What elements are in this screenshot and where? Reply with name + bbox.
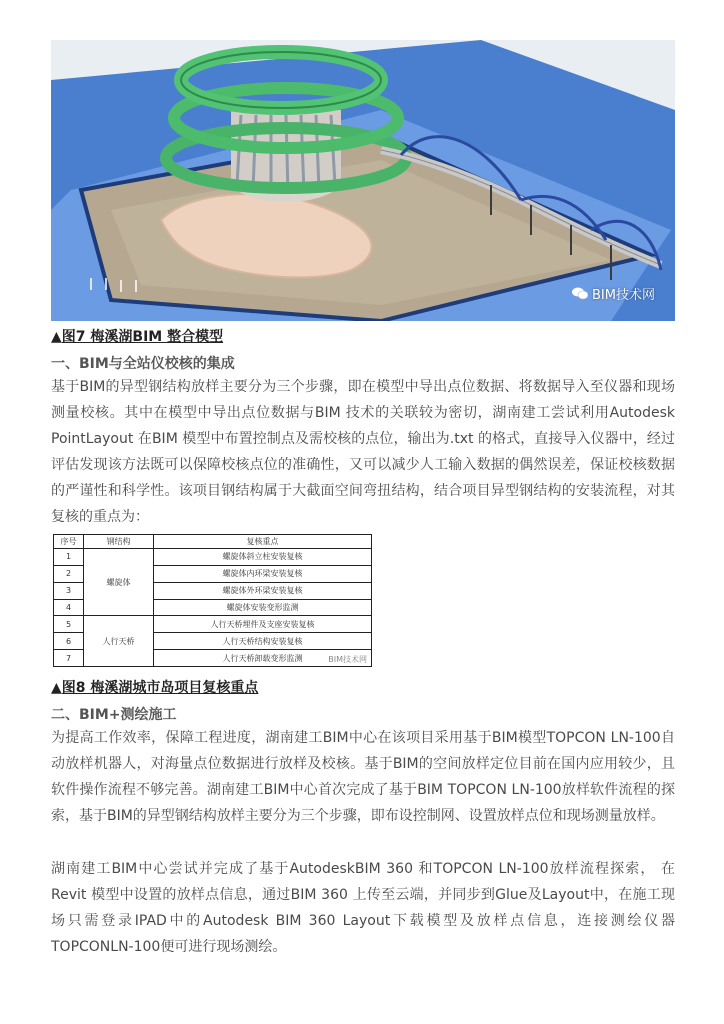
- header-structure: 钢结构: [84, 535, 154, 549]
- triangle-marker-icon: ▲: [51, 680, 62, 696]
- table-watermark: BIM技术网: [328, 655, 367, 664]
- row-point: 螺旋体外环梁安装复核: [154, 582, 372, 599]
- section1-heading: 一、BIM与全站仪校核的集成: [51, 356, 235, 372]
- figure7-caption-text: 图7 梅溪湖BIM 整合模型: [61, 329, 224, 345]
- row-no: 1: [54, 549, 84, 566]
- bim-model-image: [51, 40, 675, 321]
- group-cell: 螺旋体: [84, 549, 154, 616]
- section2-paragraph1: 为提高工作效率，保障工程进度，湖南建工BIM中心在该项目采用基于BIM模型TOPCON LN-100自动放样机器人，对海量点位数据进行放样及校核。基于BIM的空间放样定位目前在国内应用较少，且软件操作流程不够完善。湖南建工BIM中心首次完成了基于BIM TOPCON LN-100放样软件流程的探索，基于BIM的异型钢结构放样主要分为三个步骤，即布设控制网、设置放样点位和现场测量放样。: [51, 730, 675, 824]
- section2-paragraph2: 湖南建工BIM中心尝试并完成了基于AutodeskBIM 360 和TOPCON LN-100放样流程探索， 在Revit 模型中设置的放样点信息，通过BIM 360 上传至云端，并同步到Glue及Layout中，在施工现场只需登录IPAD中的Autodesk BIM 360 Layout下载模型及放样点信息，连接测绘仪器TOPCONLN-100便可进行现场测绘。: [51, 861, 675, 955]
- row-point: 螺旋体安装变形监测: [154, 599, 372, 616]
- figure7-caption: [51, 326, 223, 346]
- row-no: 4: [54, 599, 84, 616]
- figure8-caption-text: 图8 梅溪湖城市岛项目复核重点: [61, 680, 259, 696]
- row-no: 3: [54, 582, 84, 599]
- row-no: 5: [54, 616, 84, 633]
- header-point: 复核重点: [154, 535, 372, 549]
- table-row: [54, 616, 372, 633]
- figure8-caption: [51, 677, 258, 697]
- row-point: 人行天桥结构安装复核: [154, 633, 372, 650]
- bim-model-illustration: [51, 40, 675, 321]
- review-table-figure: [53, 534, 371, 667]
- table-row: [54, 549, 372, 566]
- triangle-marker-icon: ▲: [51, 329, 62, 345]
- image-watermark: [572, 284, 655, 303]
- row-point: 螺旋体内环梁安装复核: [154, 565, 372, 582]
- wechat-icon: [572, 287, 588, 300]
- table-header-row: [54, 535, 372, 549]
- section1-paragraph: 基于BIM的异型钢结构放样主要分为三个步骤，即在模型中导出点位数据、将数据导入至仪器和现场测量校核。其中在模型中导出点位数据与BIM 技术的关联较为密切，湖南建工尝试利用Autodesk PointLayout 在BIM 模型中布置控制点及需校核的点位，输出为.txt 的格式，直接导入仪器中，经过评估发现该方法既可以保障校核点位的准确性，又可以减少人工输入数据的偶然误差，保证校核数据的严谨性和科学性。该项目钢结构属于大截面空间弯扭结构，结合项目异型钢结构的安装流程，对其复核的重点为：: [51, 379, 675, 525]
- watermark-text: BIM技术网: [592, 288, 655, 303]
- row-no: 7: [54, 650, 84, 667]
- row-no: 2: [54, 565, 84, 582]
- row-point: 人行天桥卸载变形监测: [154, 650, 372, 667]
- row-point: 人行天桥埋件及支座安装复核: [154, 616, 372, 633]
- review-table: [53, 534, 372, 667]
- row-point: 螺旋体斜立柱安装复核: [154, 549, 372, 566]
- header-no: 序号: [54, 535, 84, 549]
- group-cell: 人行天桥: [84, 616, 154, 667]
- section2-heading: 二、BIM+测绘施工: [51, 707, 177, 723]
- row-no: 6: [54, 633, 84, 650]
